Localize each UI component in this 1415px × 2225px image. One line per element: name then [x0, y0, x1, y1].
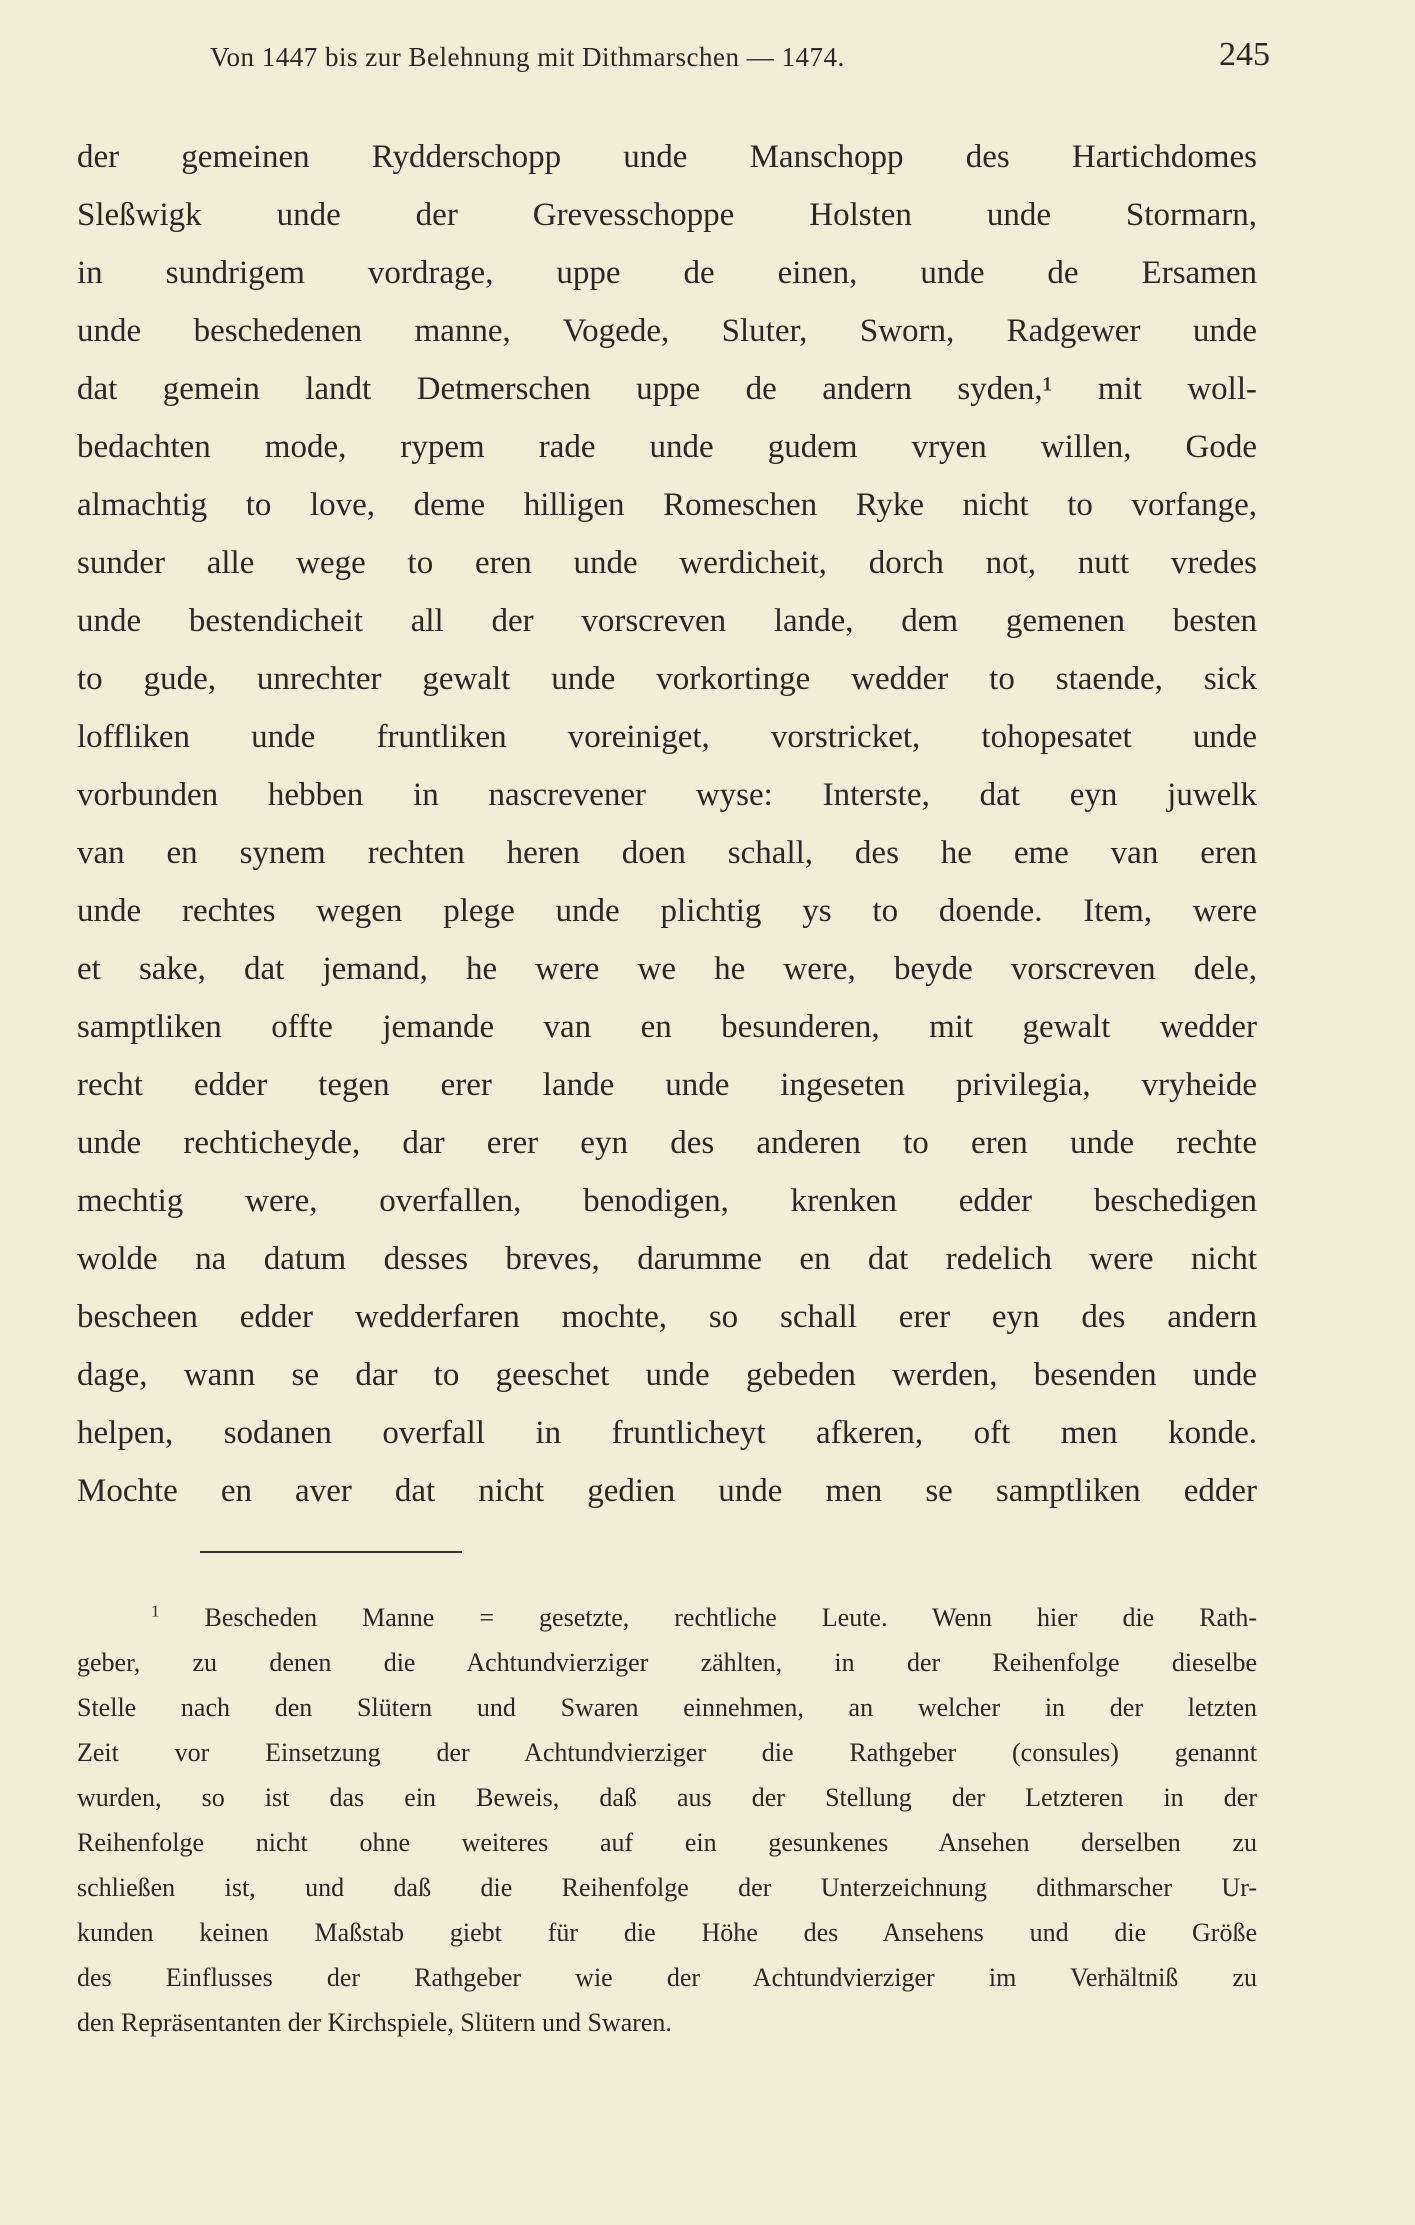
text-line: almachtig to love, deme hilligen Romeschen Ryke nicht to vorfange,: [77, 487, 1257, 523]
text-line: unde beschedenen manne, Vogede, Sluter, Sworn, Radgewer unde: [77, 313, 1257, 349]
text-line: recht edder tegen erer lande unde ingeseten privilegia, vryheide: [77, 1067, 1257, 1103]
text-line: unde bestendicheit all der vorscreven lande, dem gemenen besten: [77, 603, 1257, 639]
text-line: der gemeinen Rydderschopp unde Manschopp des Hartichdomes: [77, 139, 1257, 175]
text-line: dat gemein landt Detmerschen uppe de andern syden,¹ mit woll-: [77, 371, 1257, 407]
text-line: unde rechticheyde, dar erer eyn des anderen to eren unde rechte: [77, 1125, 1257, 1161]
text-line: mechtig were, overfallen, benodigen, krenken edder beschedigen: [77, 1183, 1257, 1219]
footnote-line: [77, 1595, 1257, 1640]
text-line: helpen, sodanen overfall in fruntlicheyt afkeren, oft men konde.: [77, 1415, 1257, 1451]
page-number: 245: [1219, 36, 1270, 73]
text-line: bedachten mode, rypem rade unde gudem vryen willen, Gode: [77, 429, 1257, 465]
text-line: samptliken offte jemande van en besunderen, mit gewalt wedder: [77, 1009, 1257, 1045]
footnote-line: Stelle nach den Slütern und Swaren einnehmen, an welcher in der letzten: [77, 1693, 1257, 1722]
footnote-text: Bescheden Manne = gesetzte, rechtliche Leute. Wenn hier die Rath-: [204, 1603, 1258, 1632]
footnote-marker: 1: [151, 1601, 160, 1621]
text-line: bescheen edder wedderfaren mochte, so schall erer eyn des andern: [77, 1299, 1257, 1335]
footnote-rule: [200, 1551, 462, 1553]
text-line: et sake, dat jemand, he were we he were, beyde vorscreven dele,: [77, 951, 1257, 987]
footnote-line: wurden, so ist das ein Beweis, daß aus der Stellung der Letzteren in der: [77, 1783, 1257, 1812]
text-line: wolde na datum desses breves, darumme en dat redelich were nicht: [77, 1241, 1257, 1277]
footnote-line: Zeit vor Einsetzung der Achtundvierziger die Rathgeber (consules) genannt: [77, 1738, 1257, 1767]
text-line: to gude, unrechter gewalt unde vorkortinge wedder to staende, sick: [77, 661, 1257, 697]
footnote-line: den Repräsentanten der Kirchspiele, Slütern und Swaren.: [77, 2008, 672, 2037]
footnote-line: schließen ist, und daß die Reihenfolge der Unterzeichnung dithmarscher Ur-: [77, 1873, 1257, 1902]
footnote-line: kunden keinen Maßstab giebt für die Höhe des Ansehens und die Größe: [77, 1918, 1257, 1947]
main-text: [77, 128, 1257, 1520]
text-line: sunder alle wege to eren unde werdicheit, dorch not, nutt vredes: [77, 545, 1257, 581]
text-line: in sundrigem vordrage, uppe de einen, unde de Ersamen: [77, 255, 1257, 291]
text-line: Sleßwigk unde der Grevesschoppe Holsten unde Stormarn,: [77, 197, 1257, 233]
text-line: loffliken unde fruntliken voreiniget, vorstricket, tohopesatet unde: [77, 719, 1257, 755]
text-line: Mochte en aver dat nicht gedien unde men se samptliken edder: [77, 1473, 1257, 1509]
text-line: dage, wann se dar to geeschet unde gebeden werden, besenden unde: [77, 1357, 1257, 1393]
footnote-line: Reihenfolge nicht ohne weiteres auf ein gesunkenes Ansehen derselben zu: [77, 1828, 1257, 1857]
footnote-line: geber, zu denen die Achtundvierziger zählten, in der Reihenfolge dieselbe: [77, 1648, 1257, 1677]
text-line: unde rechtes wegen plege unde plichtig ys to doende. Item, were: [77, 893, 1257, 929]
footnote: [77, 1595, 1257, 2045]
text-line: vorbunden hebben in nascrevener wyse: Interste, dat eyn juwelk: [77, 777, 1257, 813]
text-line: van en synem rechten heren doen schall, des he eme van eren: [77, 835, 1257, 871]
footnote-line: des Einflusses der Rathgeber wie der Achtundvierziger im Verhältniß zu: [77, 1963, 1257, 1992]
running-head: Von 1447 bis zur Belehnung mit Dithmarschen — 1474.: [210, 42, 845, 72]
